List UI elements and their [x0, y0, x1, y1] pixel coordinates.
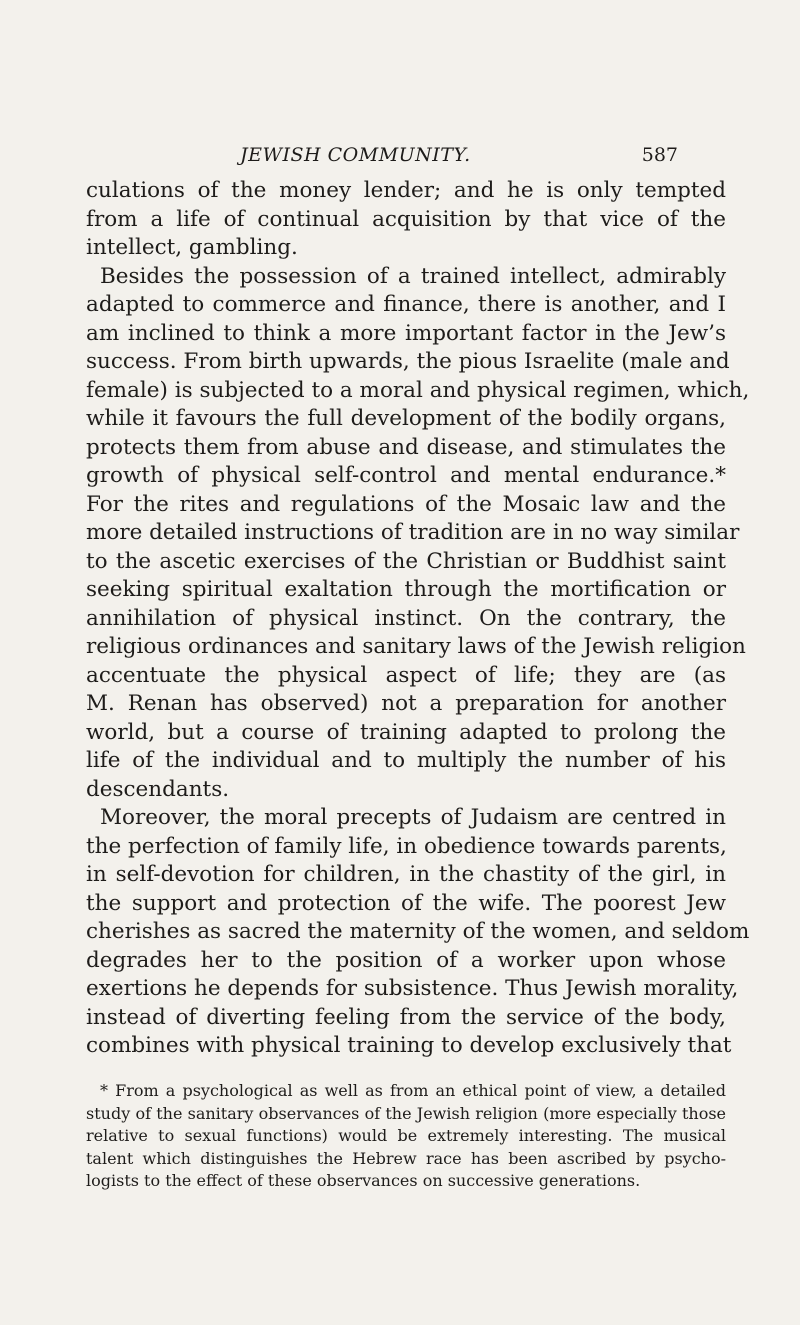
text-line: while it favours the full development of the bodily organs, — [86, 406, 726, 431]
text-line: accentuate the physical aspect of life; they are (as — [86, 662, 726, 688]
page-number: 587 — [641, 144, 678, 166]
running-title: JEWISH COMMUNITY. — [240, 144, 471, 166]
running-head — [240, 144, 678, 174]
footnote — [86, 1080, 726, 1193]
text-line: more detailed instructions of tradition are in no way similar — [86, 520, 740, 545]
text-line: exertions he depends for subsistence. Thus Jewish morality, — [86, 976, 739, 1001]
footnote-line: talent which distinguishes the Hebrew race has been ascribed by psycho- — [86, 1148, 726, 1168]
text-line: intellect, gambling. — [86, 235, 298, 260]
text-line: protects them from abuse and disease, and stimulates the — [86, 434, 726, 460]
text-line: combines with physical training to develop exclusively that — [86, 1033, 732, 1058]
text-line: the perfection of family life, in obedience towards parents, — [86, 833, 727, 859]
text-line: instead of diverting feeling from the service of the body, — [86, 1004, 726, 1030]
footnote-line: study of the sanitary observances of the Jewish religion (more especially those — [86, 1103, 726, 1123]
text-line: Besides the possession of a trained intellect, admirably — [100, 263, 726, 289]
footnote-line: logists to the effect of these observances on successive generations. — [86, 1171, 641, 1190]
text-line: the support and protection of the wife. The poorest Jew — [86, 890, 726, 916]
text-line: growth of physical self-control and mental endurance.* — [86, 463, 726, 488]
text-line: religious ordinances and sanitary laws of the Jewish religion — [86, 634, 746, 659]
footnote-line: * From a psychological as well as from an ethical point of view, a detailed — [100, 1081, 726, 1100]
footnote-line: relative to sexual functions) would be extremely interesting. The musical — [86, 1126, 726, 1145]
text-line: female) is subjected to a moral and physical regimen, which, — [86, 377, 750, 403]
text-line: world, but a course of training adapted to prolong the — [86, 719, 726, 745]
text-line: M. Renan has observed) not a preparation for another — [86, 691, 726, 716]
body-text — [86, 177, 750, 1061]
text-line: culations of the money lender; and he is only tempted — [86, 178, 726, 203]
text-line: life of the individual and to multiply the number of his — [86, 748, 726, 773]
text-line: seeking spiritual exaltation through the mortification or — [86, 577, 726, 602]
text-line: adapted to commerce and finance, there is another, and I — [86, 292, 726, 317]
text-line: success. From birth upwards, the pious Israelite (male and — [86, 349, 730, 374]
text-line: am inclined to think a more important factor in the Jew’s — [86, 320, 726, 346]
text-line: descendants. — [86, 776, 230, 802]
text-line: degrades her to the position of a worker upon whose — [86, 947, 726, 973]
text-line: to the ascetic exercises of the Christian or Buddhist saint — [86, 548, 726, 574]
text-line: cherishes as sacred the maternity of the women, and seldom — [86, 919, 750, 944]
text-line: in self-devotion for children, in the chastity of the girl, in — [86, 862, 726, 887]
text-line: annihilation of physical instinct. On the contrary, the — [86, 605, 726, 631]
text-line: For the rites and regulations of the Mosaic law and the — [86, 491, 726, 517]
text-line: from a life of continual acquisition by that vice of the — [86, 206, 726, 232]
text-line: Moreover, the moral precepts of Judaism are centred in — [100, 805, 726, 830]
